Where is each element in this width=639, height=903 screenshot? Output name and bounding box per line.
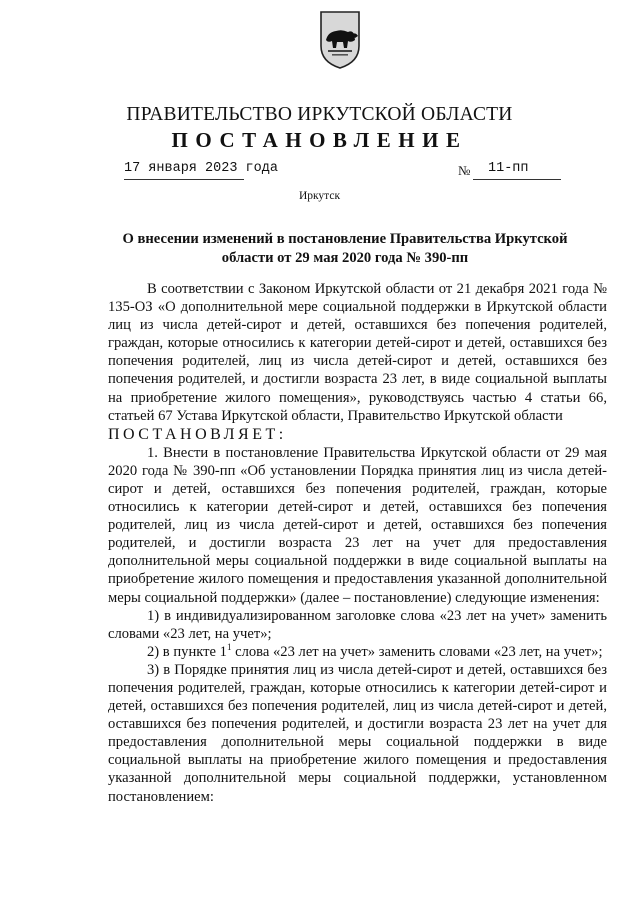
- decree-date: 17 января 2023 года: [124, 161, 278, 176]
- subitem-1-paragraph: 1) в индивидуализированном заголовке слова «23 лет на учет» заменить словами «23 лет, на учет»;: [108, 607, 607, 642]
- decree-body: [108, 280, 607, 806]
- government-name: ПРАВИТЕЛЬСТВО ИРКУТСКОЙ ОБЛАСТИ: [126, 104, 513, 125]
- subitem-2-text-start: 2) в пункте 1: [147, 643, 227, 660]
- subitem-2-superscript: 1: [226, 641, 232, 652]
- document-type-title: ПОСТАНОВЛЕНИЕ: [171, 128, 468, 152]
- decree-subject: О внесении изменений в постановление Правительства Иркутской области от 29 мая 2020 года № 390-пп: [122, 231, 568, 266]
- coat-of-arms-icon: [318, 10, 362, 70]
- subitem-3-paragraph: 3) в Порядке принятия лиц из числа детей-сирот и детей, оставшихся без попечения родителей, граждан, которые относились к категории детей-сирот и детей, оставшихся без попечения родителей, лиц из числа детей-сирот и детей, оставшихся без попечения родителей, и достигли возраста 23 лет на учет для предоставления дополнительной меры социальной поддержки в виде социальной выплаты на приобретение жилого помещения и предоставления указанной дополнительной меры социальной поддержки, установленном постановлением:: [108, 661, 607, 805]
- resolves-heading: ПОСТАНОВЛЯЕТ:: [108, 425, 287, 443]
- decree-number: 11-пп: [488, 161, 529, 176]
- intro-paragraph: В соответствии с Законом Иркутской области от 21 декабря 2021 года № 135-ОЗ «О дополнительной мере социальной поддержки в Иркутской области лиц из числа детей-сирот и детей, оставшихся без попечения родителей, граждан, которые относились к категории детей-сирот и детей, оставшихся без попечения родителей, лиц из числа детей-сирот и детей, оставшихся без попечения родителей, и достигли возраста 23 лет, в виде социальной выплаты на приобретение жилого помещения», руководствуясь частью 4 статьи 66, статьей 67 Устава Иркутской области, Правительство Иркутской области: [108, 281, 607, 424]
- number-underline: [473, 179, 561, 180]
- number-sign: №: [458, 163, 471, 178]
- subitem-2-text-end: слова «23 лет на учет» заменить словами «23 лет, на учет»;: [231, 643, 603, 660]
- item-1-paragraph: 1. Внести в постановление Правительства Иркутской области от 29 мая 2020 года № 390-пп «Об установлении Порядка принятия лиц из числа детей-сирот и детей, оставшихся без попечения родителей, граждан, которые относились к категории детей-сирот и детей, оставшихся без попечения родителей, лиц из числа детей-сирот и детей, оставшихся без попечения родителей, и достигли возраста 23 лет на учет для предоставления дополнительной меры социальной поддержки в виде социальной выплаты на приобретение жилого помещения и предоставления указанной дополнительной меры социальной поддержки» (далее – постановление) следующие изменения:: [108, 444, 607, 606]
- date-underline: [124, 179, 244, 180]
- city-name: Иркутск: [298, 190, 341, 202]
- subitem-2-paragraph: [108, 643, 607, 661]
